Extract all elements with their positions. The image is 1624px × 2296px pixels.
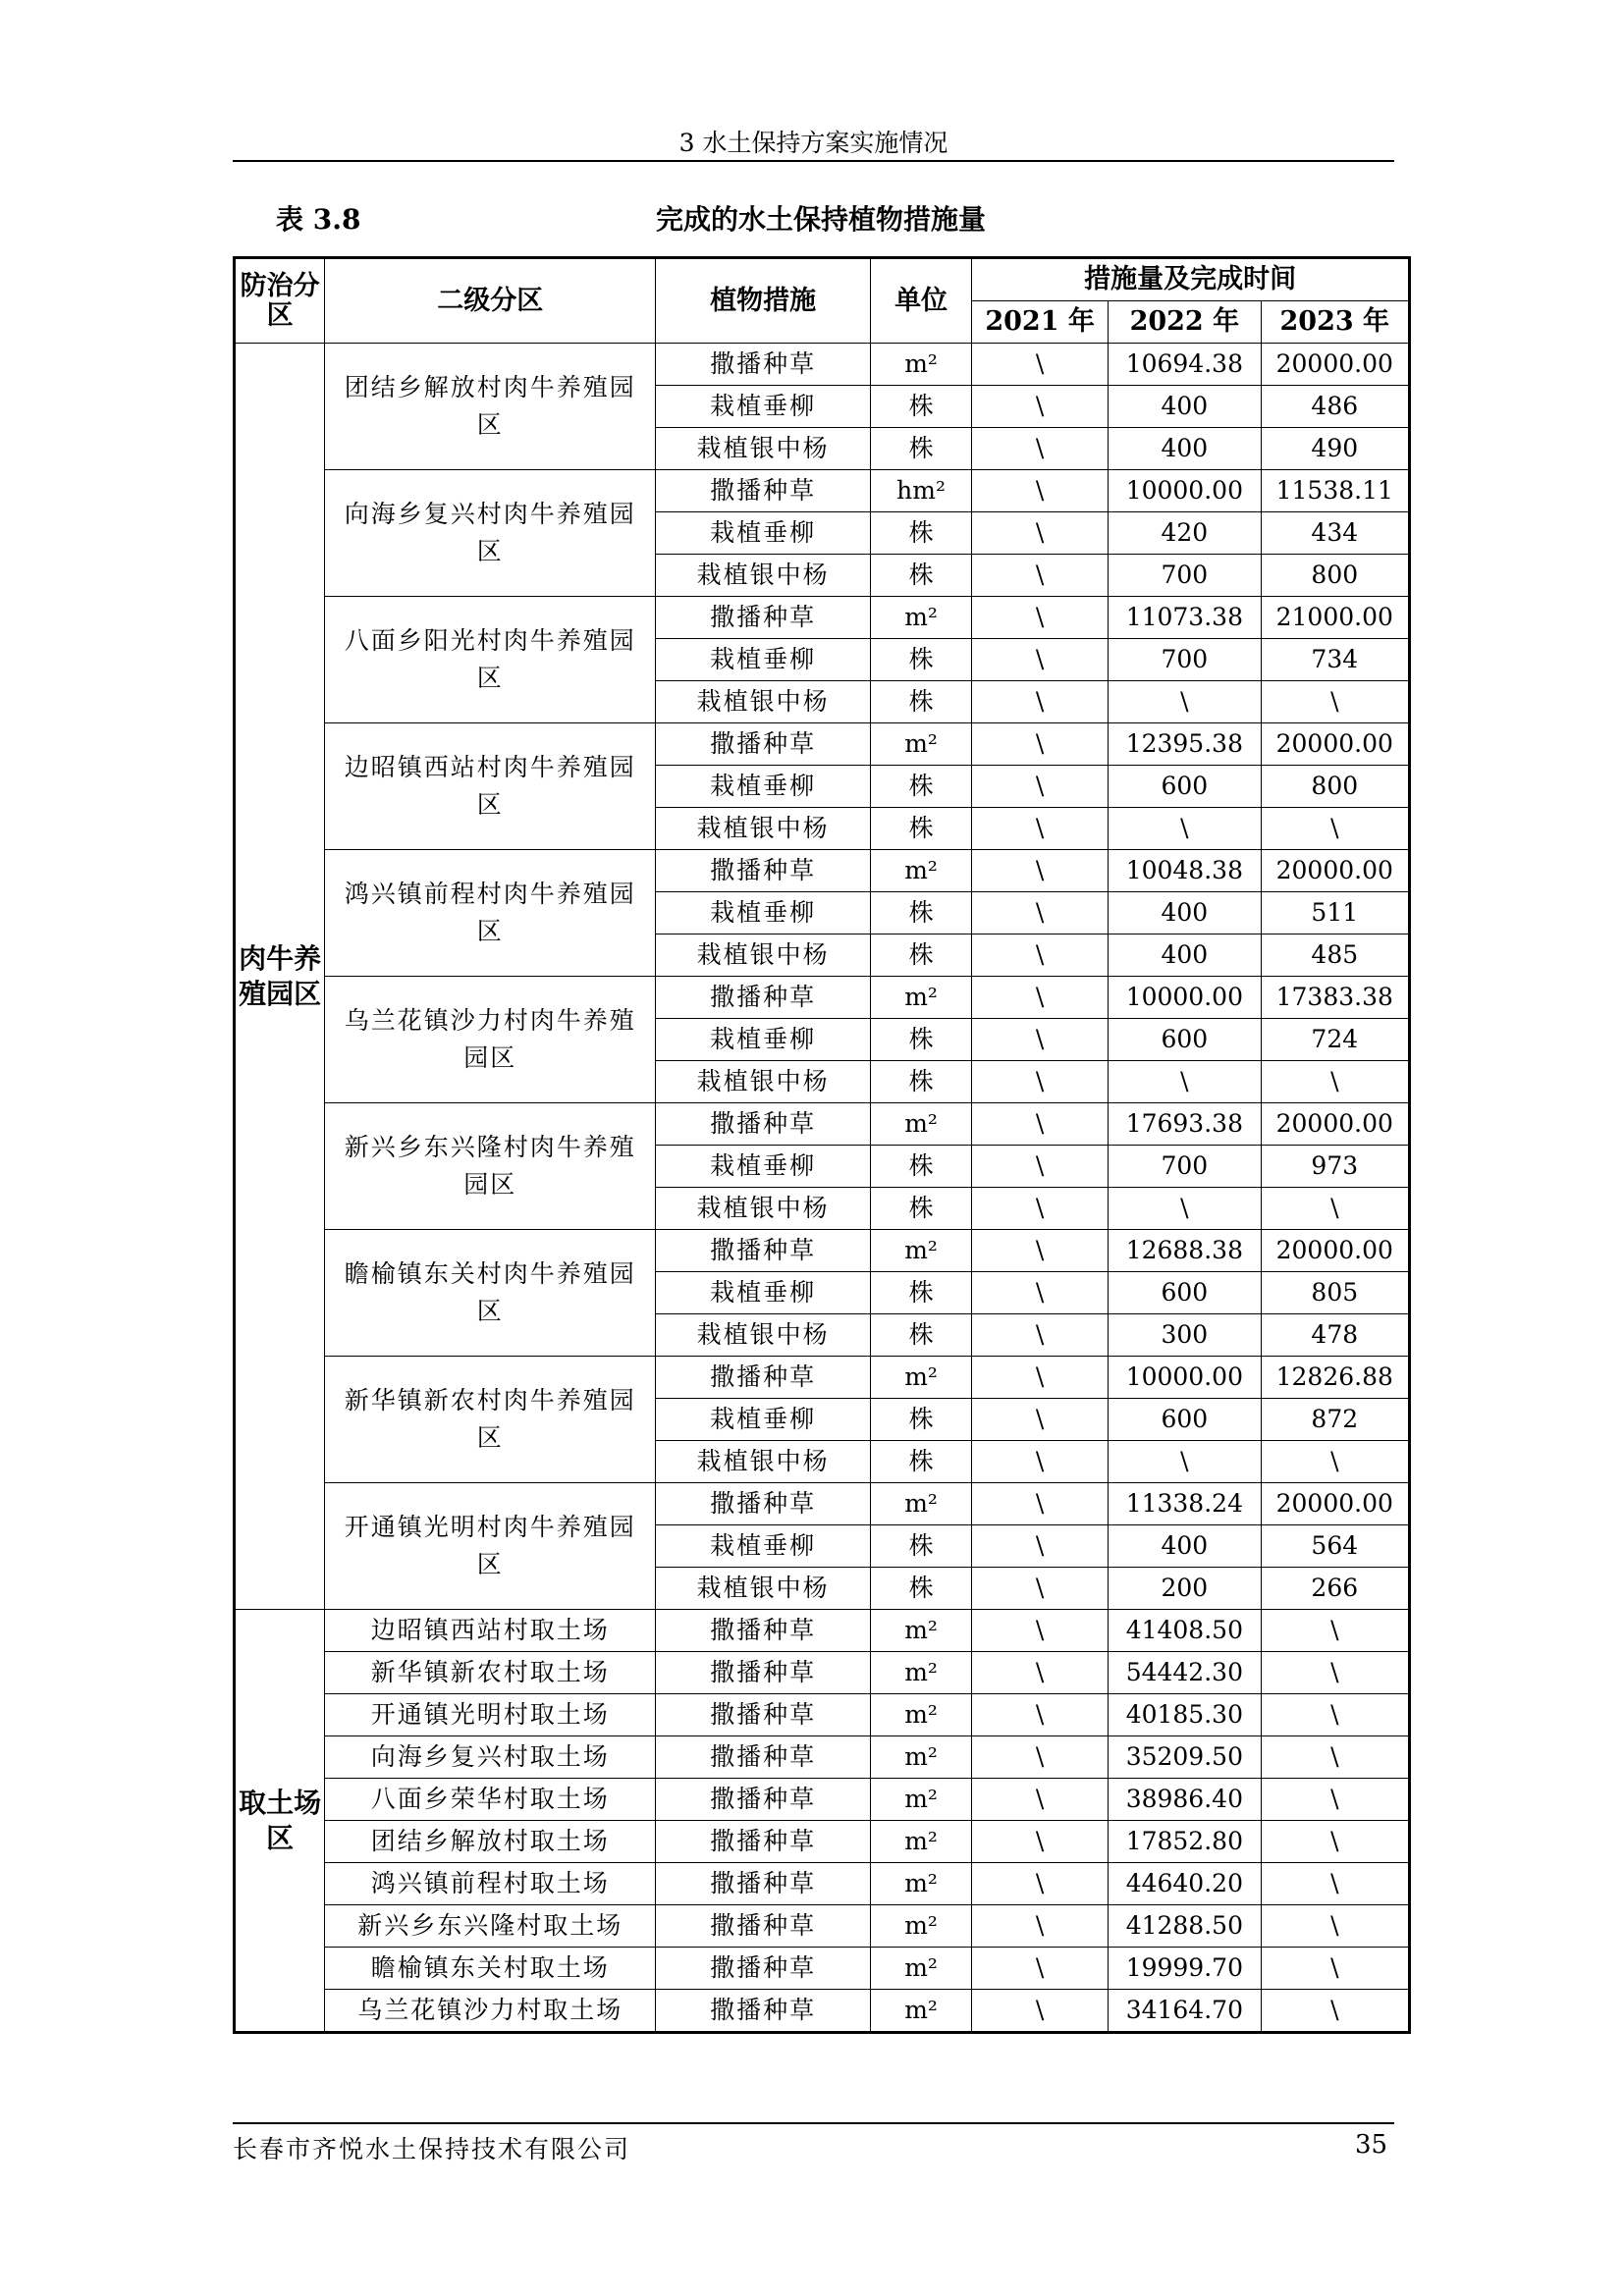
measure-cell: 栽植垂柳 bbox=[656, 1146, 871, 1188]
unit-cell: 株 bbox=[870, 766, 971, 808]
subzone-cell: 向海乡复兴村肉牛养殖园区 bbox=[325, 470, 656, 597]
table-row bbox=[235, 470, 1410, 512]
footer-company: 长春市齐悦水土保持技术有限公司 bbox=[233, 2135, 631, 2163]
table-row bbox=[235, 1610, 1410, 1652]
qty-2021-cell: \ bbox=[972, 1779, 1109, 1821]
qty-2021-cell: \ bbox=[972, 766, 1109, 808]
qty-2022-cell: 10694.38 bbox=[1109, 344, 1261, 386]
qty-2021-cell: \ bbox=[972, 470, 1109, 512]
measure-cell: 栽植银中杨 bbox=[656, 1188, 871, 1230]
qty-2021-cell: \ bbox=[972, 1568, 1109, 1610]
qty-2023-cell: \ bbox=[1261, 1990, 1409, 2033]
qty-2022-cell: 41408.50 bbox=[1109, 1610, 1261, 1652]
table-row bbox=[235, 1948, 1410, 1990]
qty-2023-cell: 724 bbox=[1261, 1019, 1409, 1061]
subzone-cell: 乌兰花镇沙力村肉牛养殖园区 bbox=[325, 977, 656, 1103]
header-year-2023: 2023 年 bbox=[1261, 301, 1409, 344]
measure-cell: 撒播种草 bbox=[656, 470, 871, 512]
header-quantity-group: 措施量及完成时间 bbox=[972, 258, 1410, 301]
qty-2021-cell: \ bbox=[972, 1188, 1109, 1230]
measure-cell: 栽植银中杨 bbox=[656, 681, 871, 723]
header-year-2021: 2021 年 bbox=[972, 301, 1109, 344]
header-zone: 防治分区 bbox=[235, 258, 325, 344]
table-row bbox=[235, 1483, 1410, 1525]
subzone-cell: 八面乡阳光村肉牛养殖园区 bbox=[325, 597, 656, 723]
qty-2022-cell: 10048.38 bbox=[1109, 850, 1261, 892]
qty-2022-cell: 10000.00 bbox=[1109, 977, 1261, 1019]
unit-cell: 株 bbox=[870, 428, 971, 470]
qty-2023-cell: \ bbox=[1261, 1188, 1409, 1230]
qty-2023-cell: 805 bbox=[1261, 1272, 1409, 1314]
qty-2021-cell: \ bbox=[972, 892, 1109, 934]
measure-cell: 撒播种草 bbox=[656, 977, 871, 1019]
qty-2023-cell: 485 bbox=[1261, 934, 1409, 977]
qty-2023-cell: 800 bbox=[1261, 555, 1409, 597]
measure-cell: 栽植垂柳 bbox=[656, 512, 871, 555]
qty-2021-cell: \ bbox=[972, 1357, 1109, 1399]
measure-cell: 撒播种草 bbox=[656, 1863, 871, 1905]
header-rule bbox=[233, 160, 1394, 162]
qty-2021-cell: \ bbox=[972, 723, 1109, 766]
qty-2022-cell: 400 bbox=[1109, 1525, 1261, 1568]
measure-cell: 撒播种草 bbox=[656, 1905, 871, 1948]
measure-cell: 撒播种草 bbox=[656, 1357, 871, 1399]
qty-2021-cell: \ bbox=[972, 681, 1109, 723]
qty-2022-cell: \ bbox=[1109, 808, 1261, 850]
qty-2022-cell: \ bbox=[1109, 681, 1261, 723]
qty-2021-cell: \ bbox=[972, 428, 1109, 470]
table-row bbox=[235, 597, 1410, 639]
qty-2022-cell: 600 bbox=[1109, 1272, 1261, 1314]
subzone-cell: 边昭镇西站村肉牛养殖园区 bbox=[325, 723, 656, 850]
unit-cell: 株 bbox=[870, 1568, 971, 1610]
unit-cell: m² bbox=[870, 1821, 971, 1863]
qty-2023-cell: 434 bbox=[1261, 512, 1409, 555]
qty-2021-cell: \ bbox=[972, 1948, 1109, 1990]
unit-cell: 株 bbox=[870, 555, 971, 597]
header-measure: 植物措施 bbox=[656, 258, 871, 344]
subzone-cell: 八面乡荣华村取土场 bbox=[325, 1779, 656, 1821]
qty-2021-cell: \ bbox=[972, 934, 1109, 977]
table-row bbox=[235, 1905, 1410, 1948]
unit-cell: 株 bbox=[870, 892, 971, 934]
unit-cell: 株 bbox=[870, 1272, 971, 1314]
table-number: 表 3.8 bbox=[276, 203, 361, 236]
qty-2023-cell: 20000.00 bbox=[1261, 1103, 1409, 1146]
measure-cell: 栽植银中杨 bbox=[656, 808, 871, 850]
qty-2022-cell: 400 bbox=[1109, 386, 1261, 428]
measure-cell: 栽植垂柳 bbox=[656, 1399, 871, 1441]
zone-cell: 取土场区 bbox=[235, 1610, 325, 2033]
qty-2022-cell: 700 bbox=[1109, 1146, 1261, 1188]
measure-cell: 撒播种草 bbox=[656, 1103, 871, 1146]
qty-2023-cell: \ bbox=[1261, 1905, 1409, 1948]
unit-cell: m² bbox=[870, 1905, 971, 1948]
qty-2023-cell: 478 bbox=[1261, 1314, 1409, 1357]
unit-cell: m² bbox=[870, 597, 971, 639]
header-unit: 单位 bbox=[870, 258, 971, 344]
unit-cell: 株 bbox=[870, 808, 971, 850]
qty-2023-cell: 973 bbox=[1261, 1146, 1409, 1188]
qty-2022-cell: 54442.30 bbox=[1109, 1652, 1261, 1694]
table-row bbox=[235, 723, 1410, 766]
qty-2022-cell: 17693.38 bbox=[1109, 1103, 1261, 1146]
unit-cell: m² bbox=[870, 1779, 971, 1821]
qty-2021-cell: \ bbox=[972, 555, 1109, 597]
unit-cell: 株 bbox=[870, 1146, 971, 1188]
table-row bbox=[235, 1694, 1410, 1736]
qty-2022-cell: 300 bbox=[1109, 1314, 1261, 1357]
qty-2021-cell: \ bbox=[972, 344, 1109, 386]
qty-2022-cell: 41288.50 bbox=[1109, 1905, 1261, 1948]
measure-cell: 栽植垂柳 bbox=[656, 386, 871, 428]
qty-2022-cell: 38986.40 bbox=[1109, 1779, 1261, 1821]
subzone-cell: 鸿兴镇前程村肉牛养殖园区 bbox=[325, 850, 656, 977]
unit-cell: 株 bbox=[870, 934, 971, 977]
header-year-2022: 2022 年 bbox=[1109, 301, 1261, 344]
qty-2023-cell: 21000.00 bbox=[1261, 597, 1409, 639]
qty-2022-cell: 12688.38 bbox=[1109, 1230, 1261, 1272]
qty-2022-cell: 19999.70 bbox=[1109, 1948, 1261, 1990]
qty-2023-cell: 20000.00 bbox=[1261, 1483, 1409, 1525]
unit-cell: hm² bbox=[870, 470, 971, 512]
qty-2022-cell: 34164.70 bbox=[1109, 1990, 1261, 2033]
subzone-cell: 团结乡解放村肉牛养殖园区 bbox=[325, 344, 656, 470]
unit-cell: m² bbox=[870, 1948, 971, 1990]
measure-cell: 栽植垂柳 bbox=[656, 1272, 871, 1314]
qty-2021-cell: \ bbox=[972, 639, 1109, 681]
qty-2023-cell: 511 bbox=[1261, 892, 1409, 934]
qty-2022-cell: \ bbox=[1109, 1188, 1261, 1230]
qty-2022-cell: \ bbox=[1109, 1061, 1261, 1103]
qty-2023-cell: \ bbox=[1261, 1441, 1409, 1483]
qty-2023-cell: \ bbox=[1261, 1736, 1409, 1779]
measure-cell: 撒播种草 bbox=[656, 850, 871, 892]
qty-2023-cell: 12826.88 bbox=[1261, 1357, 1409, 1399]
qty-2021-cell: \ bbox=[972, 1610, 1109, 1652]
page-header: 3 水土保持方案实施情况 bbox=[678, 129, 948, 157]
measure-cell: 栽植银中杨 bbox=[656, 1441, 871, 1483]
qty-2021-cell: \ bbox=[972, 386, 1109, 428]
qty-2022-cell: 700 bbox=[1109, 639, 1261, 681]
unit-cell: m² bbox=[870, 1103, 971, 1146]
qty-2021-cell: \ bbox=[972, 1905, 1109, 1948]
measure-cell: 栽植银中杨 bbox=[656, 1568, 871, 1610]
subzone-cell: 向海乡复兴村取土场 bbox=[325, 1736, 656, 1779]
table-row bbox=[235, 344, 1410, 386]
measure-cell: 栽植垂柳 bbox=[656, 1019, 871, 1061]
qty-2022-cell: 600 bbox=[1109, 1019, 1261, 1061]
qty-2023-cell: 564 bbox=[1261, 1525, 1409, 1568]
subzone-cell: 开通镇光明村肉牛养殖园区 bbox=[325, 1483, 656, 1610]
qty-2021-cell: \ bbox=[972, 1146, 1109, 1188]
measure-cell: 撒播种草 bbox=[656, 1736, 871, 1779]
unit-cell: m² bbox=[870, 1736, 971, 1779]
measure-cell: 撒播种草 bbox=[656, 1230, 871, 1272]
qty-2022-cell: 400 bbox=[1109, 428, 1261, 470]
unit-cell: 株 bbox=[870, 681, 971, 723]
qty-2023-cell: 11538.11 bbox=[1261, 470, 1409, 512]
qty-2023-cell: 20000.00 bbox=[1261, 1230, 1409, 1272]
subzone-cell: 瞻榆镇东关村取土场 bbox=[325, 1948, 656, 1990]
table-row bbox=[235, 1103, 1410, 1146]
measure-cell: 栽植垂柳 bbox=[656, 639, 871, 681]
qty-2022-cell: 44640.20 bbox=[1109, 1863, 1261, 1905]
qty-2022-cell: 600 bbox=[1109, 766, 1261, 808]
qty-2023-cell: 490 bbox=[1261, 428, 1409, 470]
qty-2021-cell: \ bbox=[972, 1525, 1109, 1568]
qty-2021-cell: \ bbox=[972, 1103, 1109, 1146]
measure-cell: 撒播种草 bbox=[656, 1610, 871, 1652]
unit-cell: 株 bbox=[870, 1314, 971, 1357]
qty-2022-cell: 10000.00 bbox=[1109, 470, 1261, 512]
unit-cell: m² bbox=[870, 977, 971, 1019]
qty-2023-cell: 20000.00 bbox=[1261, 850, 1409, 892]
qty-2023-cell: \ bbox=[1261, 808, 1409, 850]
subzone-cell: 新华镇新农村肉牛养殖园区 bbox=[325, 1357, 656, 1483]
qty-2021-cell: \ bbox=[972, 1441, 1109, 1483]
subzone-cell: 鸿兴镇前程村取土场 bbox=[325, 1863, 656, 1905]
unit-cell: m² bbox=[870, 1652, 971, 1694]
qty-2023-cell: \ bbox=[1261, 1610, 1409, 1652]
qty-2022-cell: \ bbox=[1109, 1441, 1261, 1483]
table-row bbox=[235, 1821, 1410, 1863]
qty-2021-cell: \ bbox=[972, 808, 1109, 850]
unit-cell: m² bbox=[870, 1357, 971, 1399]
measure-cell: 撒播种草 bbox=[656, 1652, 871, 1694]
subzone-cell: 瞻榆镇东关村肉牛养殖园区 bbox=[325, 1230, 656, 1357]
unit-cell: m² bbox=[870, 1863, 971, 1905]
qty-2023-cell: 266 bbox=[1261, 1568, 1409, 1610]
qty-2022-cell: 11338.24 bbox=[1109, 1483, 1261, 1525]
unit-cell: 株 bbox=[870, 1188, 971, 1230]
qty-2021-cell: \ bbox=[972, 1272, 1109, 1314]
unit-cell: m² bbox=[870, 1990, 971, 2033]
qty-2021-cell: \ bbox=[972, 1990, 1109, 2033]
subzone-cell: 新兴乡东兴隆村肉牛养殖园区 bbox=[325, 1103, 656, 1230]
measure-cell: 栽植垂柳 bbox=[656, 1525, 871, 1568]
qty-2021-cell: \ bbox=[972, 512, 1109, 555]
qty-2021-cell: \ bbox=[972, 1314, 1109, 1357]
unit-cell: m² bbox=[870, 1230, 971, 1272]
qty-2022-cell: 12395.38 bbox=[1109, 723, 1261, 766]
measure-cell: 撒播种草 bbox=[656, 1483, 871, 1525]
measure-cell: 栽植银中杨 bbox=[656, 1314, 871, 1357]
qty-2022-cell: 11073.38 bbox=[1109, 597, 1261, 639]
qty-2023-cell: \ bbox=[1261, 1694, 1409, 1736]
qty-2021-cell: \ bbox=[972, 597, 1109, 639]
measure-cell: 撒播种草 bbox=[656, 597, 871, 639]
qty-2022-cell: 10000.00 bbox=[1109, 1357, 1261, 1399]
table-row bbox=[235, 1736, 1410, 1779]
subzone-cell: 乌兰花镇沙力村取土场 bbox=[325, 1990, 656, 2033]
table-title: 完成的水土保持植物措施量 bbox=[656, 203, 987, 236]
table-row bbox=[235, 1990, 1410, 2033]
measure-cell: 栽植垂柳 bbox=[656, 892, 871, 934]
qty-2021-cell: \ bbox=[972, 977, 1109, 1019]
measure-cell: 撒播种草 bbox=[656, 1821, 871, 1863]
unit-cell: 株 bbox=[870, 639, 971, 681]
qty-2023-cell: \ bbox=[1261, 1652, 1409, 1694]
unit-cell: 株 bbox=[870, 386, 971, 428]
subzone-cell: 新兴乡东兴隆村取土场 bbox=[325, 1905, 656, 1948]
unit-cell: m² bbox=[870, 1610, 971, 1652]
measure-cell: 栽植银中杨 bbox=[656, 934, 871, 977]
qty-2022-cell: 600 bbox=[1109, 1399, 1261, 1441]
qty-2023-cell: \ bbox=[1261, 681, 1409, 723]
unit-cell: 株 bbox=[870, 1399, 971, 1441]
table-row bbox=[235, 1779, 1410, 1821]
measure-cell: 撒播种草 bbox=[656, 1779, 871, 1821]
unit-cell: 株 bbox=[870, 1061, 971, 1103]
qty-2021-cell: \ bbox=[972, 850, 1109, 892]
qty-2021-cell: \ bbox=[972, 1399, 1109, 1441]
qty-2022-cell: 17852.80 bbox=[1109, 1821, 1261, 1863]
qty-2021-cell: \ bbox=[972, 1652, 1109, 1694]
qty-2021-cell: \ bbox=[972, 1230, 1109, 1272]
qty-2023-cell: 20000.00 bbox=[1261, 723, 1409, 766]
measure-cell: 撒播种草 bbox=[656, 1948, 871, 1990]
table-row bbox=[235, 850, 1410, 892]
qty-2022-cell: 400 bbox=[1109, 892, 1261, 934]
unit-cell: m² bbox=[870, 1694, 971, 1736]
unit-cell: 株 bbox=[870, 1441, 971, 1483]
unit-cell: m² bbox=[870, 344, 971, 386]
measure-cell: 撒播种草 bbox=[656, 1990, 871, 2033]
subzone-cell: 新华镇新农村取土场 bbox=[325, 1652, 656, 1694]
measure-cell: 撒播种草 bbox=[656, 723, 871, 766]
measure-cell: 栽植垂柳 bbox=[656, 766, 871, 808]
measure-cell: 栽植银中杨 bbox=[656, 1061, 871, 1103]
qty-2023-cell: 486 bbox=[1261, 386, 1409, 428]
qty-2022-cell: 420 bbox=[1109, 512, 1261, 555]
qty-2023-cell: \ bbox=[1261, 1863, 1409, 1905]
qty-2021-cell: \ bbox=[972, 1821, 1109, 1863]
table-row bbox=[235, 1357, 1410, 1399]
table-row bbox=[235, 977, 1410, 1019]
qty-2022-cell: 400 bbox=[1109, 934, 1261, 977]
footer-rule bbox=[233, 2122, 1394, 2124]
measure-cell: 撒播种草 bbox=[656, 1694, 871, 1736]
unit-cell: m² bbox=[870, 723, 971, 766]
qty-2023-cell: 20000.00 bbox=[1261, 344, 1409, 386]
qty-2023-cell: 800 bbox=[1261, 766, 1409, 808]
qty-2021-cell: \ bbox=[972, 1483, 1109, 1525]
measure-cell: 撒播种草 bbox=[656, 344, 871, 386]
qty-2023-cell: 872 bbox=[1261, 1399, 1409, 1441]
unit-cell: 株 bbox=[870, 512, 971, 555]
qty-2021-cell: \ bbox=[972, 1019, 1109, 1061]
unit-cell: m² bbox=[870, 1483, 971, 1525]
measure-cell: 栽植银中杨 bbox=[656, 555, 871, 597]
subzone-cell: 边昭镇西站村取土场 bbox=[325, 1610, 656, 1652]
unit-cell: 株 bbox=[870, 1019, 971, 1061]
unit-cell: m² bbox=[870, 850, 971, 892]
zone-cell: 肉牛养殖园区 bbox=[235, 344, 325, 1610]
qty-2023-cell: \ bbox=[1261, 1821, 1409, 1863]
qty-2023-cell: 17383.38 bbox=[1261, 977, 1409, 1019]
table-row bbox=[235, 1863, 1410, 1905]
subzone-cell: 团结乡解放村取土场 bbox=[325, 1821, 656, 1863]
qty-2022-cell: 35209.50 bbox=[1109, 1736, 1261, 1779]
qty-2022-cell: 200 bbox=[1109, 1568, 1261, 1610]
subzone-cell: 开通镇光明村取土场 bbox=[325, 1694, 656, 1736]
qty-2023-cell: \ bbox=[1261, 1779, 1409, 1821]
qty-2021-cell: \ bbox=[972, 1694, 1109, 1736]
header-subzone: 二级分区 bbox=[325, 258, 656, 344]
unit-cell: 株 bbox=[870, 1525, 971, 1568]
measure-cell: 栽植银中杨 bbox=[656, 428, 871, 470]
plant-measures-table bbox=[233, 256, 1411, 2034]
qty-2023-cell: \ bbox=[1261, 1948, 1409, 1990]
qty-2023-cell: 734 bbox=[1261, 639, 1409, 681]
qty-2021-cell: \ bbox=[972, 1863, 1109, 1905]
qty-2023-cell: \ bbox=[1261, 1061, 1409, 1103]
qty-2022-cell: 40185.30 bbox=[1109, 1694, 1261, 1736]
table-row bbox=[235, 1652, 1410, 1694]
page-number: 35 bbox=[1355, 2130, 1388, 2160]
qty-2021-cell: \ bbox=[972, 1061, 1109, 1103]
table-row bbox=[235, 1230, 1410, 1272]
qty-2021-cell: \ bbox=[972, 1736, 1109, 1779]
qty-2022-cell: 700 bbox=[1109, 555, 1261, 597]
